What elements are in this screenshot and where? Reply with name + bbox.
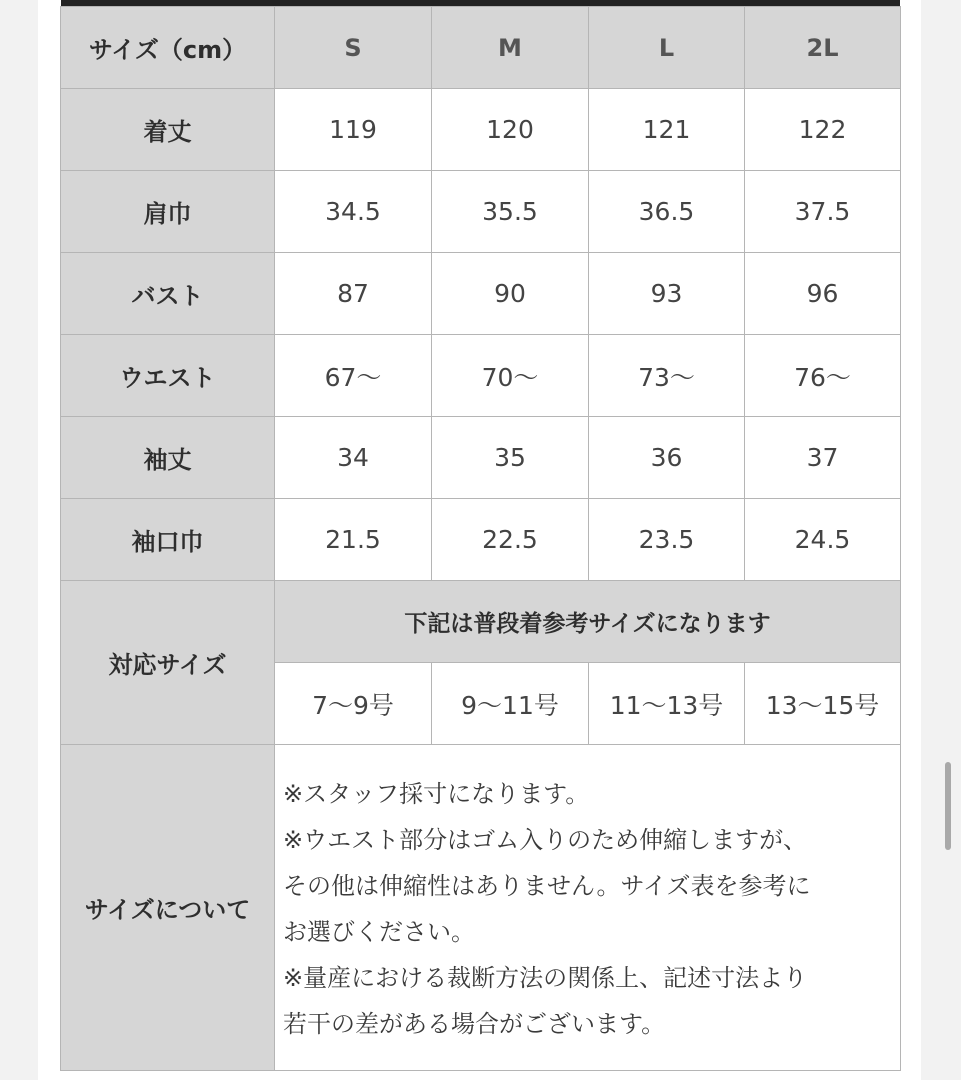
table-cell: 22.5: [432, 499, 589, 581]
row-label: バスト: [61, 253, 275, 335]
note-line: お選びください。: [283, 918, 475, 946]
table-cell: 37: [745, 417, 901, 499]
table-cell: 67〜: [275, 335, 432, 417]
table-cell: 35.5: [432, 171, 589, 253]
note-line: ※スタッフ採寸になります。: [283, 780, 590, 808]
size-header-row: [61, 7, 901, 89]
table-cell: 120: [432, 89, 589, 171]
table-cell: 23.5: [589, 499, 745, 581]
size-chart-table: [60, 6, 901, 1071]
table-row: [61, 253, 901, 335]
row-label: 着丈: [61, 89, 275, 171]
fit-size-value: 13〜15号: [745, 663, 901, 745]
table-cell: 36: [589, 417, 745, 499]
note-line: その他は伸縮性はありません。サイズ表を参考に: [283, 872, 811, 900]
note-line: ※量産における裁断方法の関係上、記述寸法より: [283, 964, 808, 992]
about-size-notes: [275, 745, 901, 1071]
size-col-2l: 2L: [745, 7, 901, 89]
fit-size-note: 下記は普段着参考サイズになります: [275, 581, 901, 663]
size-col-s: S: [275, 7, 432, 89]
table-cell: 121: [589, 89, 745, 171]
row-label: ウエスト: [61, 335, 275, 417]
table-cell: 96: [745, 253, 901, 335]
row-label: 袖丈: [61, 417, 275, 499]
table-cell: 70〜: [432, 335, 589, 417]
table-row: [61, 499, 901, 581]
table-cell: 122: [745, 89, 901, 171]
note-line: ※ウエスト部分はゴム入りのため伸縮しますが、: [283, 826, 808, 854]
table-cell: 76〜: [745, 335, 901, 417]
table-row: [61, 171, 901, 253]
table-cell: 87: [275, 253, 432, 335]
about-size-row: [61, 745, 901, 1071]
table-cell: 34: [275, 417, 432, 499]
table-cell: 34.5: [275, 171, 432, 253]
note-line: 若干の差がある場合がございます。: [283, 1010, 666, 1038]
corner-label: サイズ（cm）: [61, 7, 275, 89]
size-col-l: L: [589, 7, 745, 89]
about-size-label: サイズについて: [61, 745, 275, 1071]
table-cell: 90: [432, 253, 589, 335]
table-cell: 24.5: [745, 499, 901, 581]
table-cell: 35: [432, 417, 589, 499]
fit-size-value: 11〜13号: [589, 663, 745, 745]
table-cell: 36.5: [589, 171, 745, 253]
vertical-scrollbar-thumb[interactable]: [945, 762, 951, 850]
table-cell: 73〜: [589, 335, 745, 417]
fit-size-value: 9〜11号: [432, 663, 589, 745]
fit-size-row: [61, 581, 901, 663]
table-cell: 93: [589, 253, 745, 335]
table-row: [61, 417, 901, 499]
table-row: [61, 335, 901, 417]
table-cell: 21.5: [275, 499, 432, 581]
fit-size-label: 対応サイズ: [61, 581, 275, 745]
row-label: 肩巾: [61, 171, 275, 253]
row-label: 袖口巾: [61, 499, 275, 581]
fit-size-value: 7〜9号: [275, 663, 432, 745]
size-col-m: M: [432, 7, 589, 89]
table-cell: 119: [275, 89, 432, 171]
table-cell: 37.5: [745, 171, 901, 253]
table-row: [61, 89, 901, 171]
